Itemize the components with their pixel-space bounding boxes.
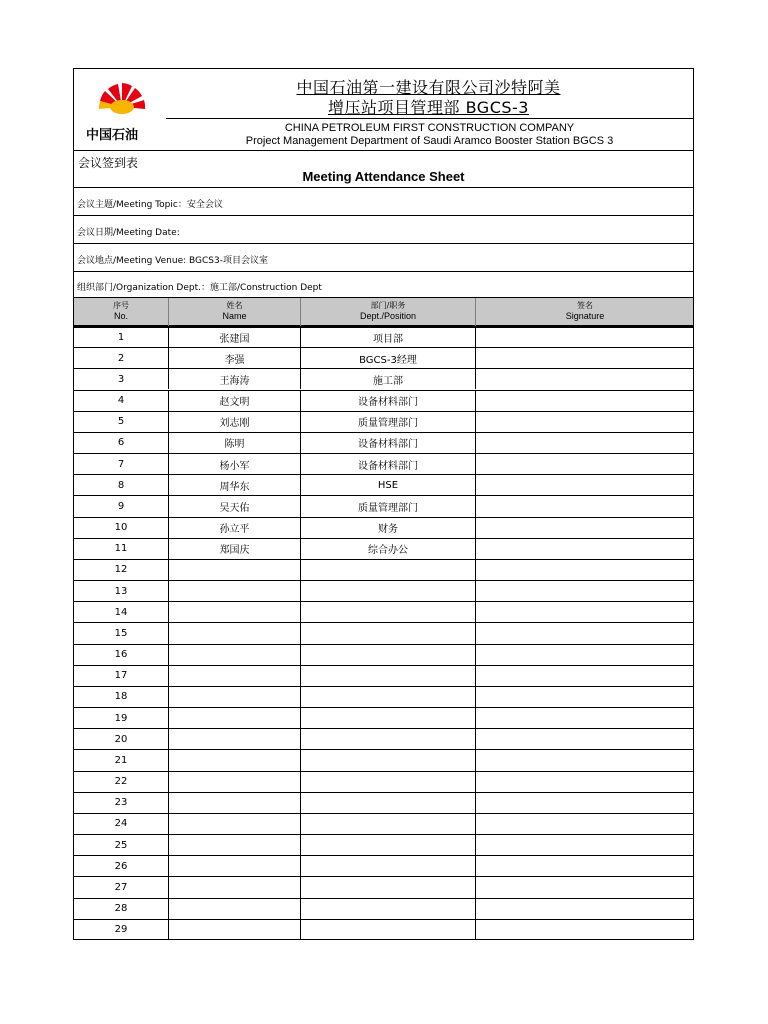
- dept-cell[interactable]: [301, 750, 476, 770]
- table-row: [74, 432, 693, 453]
- col-header-dept: 部门/职务 Dept./Position: [301, 298, 476, 326]
- dept-cell[interactable]: [301, 856, 476, 876]
- signature-cell[interactable]: [476, 454, 694, 474]
- name-cell[interactable]: 张建国: [169, 328, 301, 347]
- chinese-title-line1: 中国石油第一建设有限公司沙特阿美: [296, 78, 561, 97]
- table-row: [74, 707, 693, 728]
- name-cell[interactable]: [169, 687, 301, 707]
- table-row: [74, 622, 693, 643]
- name-cell[interactable]: 吴天佑: [169, 496, 301, 516]
- row-number: 2: [74, 348, 169, 368]
- organization-row[interactable]: [74, 271, 693, 298]
- signature-cell[interactable]: [476, 391, 694, 411]
- dept-cell[interactable]: 质量管理部门: [301, 496, 476, 516]
- table-row: [74, 538, 693, 559]
- dept-cell[interactable]: 设备材料部门: [301, 454, 476, 474]
- dept-cell[interactable]: [301, 581, 476, 601]
- signature-cell[interactable]: [476, 750, 694, 770]
- dept-cell[interactable]: [301, 793, 476, 813]
- table-row: [74, 919, 693, 940]
- name-cell[interactable]: [169, 772, 301, 792]
- name-cell[interactable]: 陈明: [169, 433, 301, 453]
- name-cell[interactable]: [169, 581, 301, 601]
- row-number: 19: [74, 708, 169, 728]
- dept-cell[interactable]: [301, 708, 476, 728]
- row-number: 15: [74, 623, 169, 643]
- row-number: 29: [74, 920, 169, 940]
- signature-cell[interactable]: [476, 560, 694, 580]
- row-number: 1: [74, 328, 169, 347]
- row-number: 14: [74, 602, 169, 622]
- dept-cell[interactable]: 设备材料部门: [301, 433, 476, 453]
- attendance-sheet: [73, 68, 694, 940]
- dept-cell[interactable]: 质量管理部门: [301, 412, 476, 432]
- dept-cell[interactable]: [301, 729, 476, 749]
- signature-cell[interactable]: [476, 687, 694, 707]
- signature-cell[interactable]: [476, 772, 694, 792]
- row-number: 6: [74, 433, 169, 453]
- dept-cell[interactable]: [301, 920, 476, 940]
- name-cell[interactable]: [169, 877, 301, 897]
- row-number: 9: [74, 496, 169, 516]
- table-row: [74, 876, 693, 897]
- row-number: 28: [74, 899, 169, 919]
- row-number: 5: [74, 412, 169, 432]
- meeting-date: 会议日期/Meeting Date:: [77, 228, 180, 238]
- table-row: [74, 326, 693, 347]
- row-number: 11: [74, 539, 169, 559]
- signature-cell[interactable]: [476, 475, 694, 495]
- signature-cell[interactable]: [476, 835, 694, 855]
- dept-cell[interactable]: [301, 814, 476, 834]
- name-cell[interactable]: [169, 623, 301, 643]
- signature-cell[interactable]: [476, 708, 694, 728]
- signature-cell[interactable]: [476, 793, 694, 813]
- table-row: [74, 728, 693, 749]
- meeting-venue-row[interactable]: [74, 244, 693, 272]
- dept-cell[interactable]: BGCS-3经理: [301, 348, 476, 368]
- signature-cell[interactable]: [476, 602, 694, 622]
- row-number: 22: [74, 772, 169, 792]
- english-title-line1: CHINA PETROLEUM FIRST CONSTRUCTION COMPANY: [284, 122, 575, 134]
- chinese-title-line2: 增压站项目管理部 BGCS-3: [328, 98, 529, 117]
- signature-cell[interactable]: [476, 666, 694, 686]
- row-number: 23: [74, 793, 169, 813]
- dept-cell[interactable]: [301, 602, 476, 622]
- signature-cell[interactable]: [476, 899, 694, 919]
- name-cell[interactable]: [169, 856, 301, 876]
- name-cell[interactable]: 孙立平: [169, 518, 301, 538]
- dept-cell[interactable]: 设备材料部门: [301, 391, 476, 411]
- signature-cell[interactable]: [476, 496, 694, 516]
- table-row: [74, 559, 693, 580]
- row-number: 10: [74, 518, 169, 538]
- name-cell[interactable]: 李强: [169, 348, 301, 368]
- meeting-venue: 会议地点/Meeting Venue: BGCS3-项目会议室: [77, 256, 268, 266]
- name-cell[interactable]: [169, 645, 301, 665]
- signature-cell[interactable]: [476, 645, 694, 665]
- signature-cell[interactable]: [476, 369, 694, 389]
- table-row: [74, 813, 693, 834]
- document-header: [74, 69, 693, 151]
- meeting-topic-row[interactable]: [74, 188, 693, 216]
- signature-cell[interactable]: [476, 920, 694, 940]
- english-title-line2: Project Management Department of Saudi Aramco Booster Station BGCS 3: [245, 135, 614, 147]
- dept-cell[interactable]: [301, 687, 476, 707]
- row-number: 20: [74, 729, 169, 749]
- row-number: 26: [74, 856, 169, 876]
- table-row: [74, 749, 693, 770]
- english-title: [166, 118, 693, 148]
- table-row: [74, 644, 693, 665]
- name-cell[interactable]: 郑国庆: [169, 539, 301, 559]
- dept-cell[interactable]: 财务: [301, 518, 476, 538]
- organization-dept: 组织部门/Organization Dept.：施工部/Construction Dept: [77, 283, 322, 293]
- row-number: 27: [74, 877, 169, 897]
- row-number: 16: [74, 645, 169, 665]
- table-row: [74, 411, 693, 432]
- row-number: 18: [74, 687, 169, 707]
- row-number: 25: [74, 835, 169, 855]
- signature-cell[interactable]: [476, 412, 694, 432]
- name-cell[interactable]: 刘志刚: [169, 412, 301, 432]
- table-row: [74, 390, 693, 411]
- name-cell[interactable]: [169, 729, 301, 749]
- table-row: [74, 368, 693, 389]
- name-cell[interactable]: [169, 793, 301, 813]
- row-number: 21: [74, 750, 169, 770]
- signature-cell[interactable]: [476, 539, 694, 559]
- sheet-title: Meeting Attendance Sheet: [302, 169, 465, 184]
- dept-cell[interactable]: [301, 560, 476, 580]
- name-cell[interactable]: [169, 835, 301, 855]
- dept-cell[interactable]: [301, 835, 476, 855]
- table-row: [74, 771, 693, 792]
- row-number: 17: [74, 666, 169, 686]
- name-cell[interactable]: [169, 899, 301, 919]
- table-row: [74, 495, 693, 516]
- signature-cell[interactable]: [476, 814, 694, 834]
- name-cell[interactable]: 赵文明: [169, 391, 301, 411]
- form-label: 会议签到表: [78, 156, 139, 170]
- table-row: [74, 686, 693, 707]
- table-row: [74, 453, 693, 474]
- row-number: 13: [74, 581, 169, 601]
- name-cell[interactable]: [169, 708, 301, 728]
- signature-cell[interactable]: [476, 856, 694, 876]
- table-row: [74, 855, 693, 876]
- signature-cell[interactable]: [476, 433, 694, 453]
- col-header-no: 序号 No.: [74, 298, 169, 326]
- dept-cell[interactable]: [301, 877, 476, 897]
- table-row: [74, 601, 693, 622]
- name-cell[interactable]: [169, 814, 301, 834]
- table-row: [74, 517, 693, 538]
- table-row: [74, 347, 693, 368]
- logo-text: 中国石油: [86, 128, 139, 143]
- signature-cell[interactable]: [476, 729, 694, 749]
- dept-cell[interactable]: HSE: [301, 475, 476, 495]
- table-row: [74, 898, 693, 919]
- row-number: 24: [74, 814, 169, 834]
- signature-cell[interactable]: [476, 348, 694, 368]
- row-number: 12: [74, 560, 169, 580]
- meeting-topic: 会议主题/Meeting Topic：安全会议: [77, 200, 223, 210]
- signature-cell[interactable]: [476, 877, 694, 897]
- row-number: 7: [74, 454, 169, 474]
- dept-cell[interactable]: 施工部: [301, 369, 476, 389]
- signature-cell[interactable]: [476, 581, 694, 601]
- table-row: [74, 665, 693, 686]
- name-cell[interactable]: 周华东: [169, 475, 301, 495]
- name-cell[interactable]: 王海涛: [169, 369, 301, 389]
- name-cell[interactable]: [169, 920, 301, 940]
- name-cell[interactable]: [169, 666, 301, 686]
- meeting-date-row[interactable]: [74, 216, 693, 244]
- table-row: [74, 474, 693, 495]
- title-row: [74, 151, 693, 188]
- name-cell[interactable]: 杨小军: [169, 454, 301, 474]
- table-row: [74, 792, 693, 813]
- name-cell[interactable]: [169, 750, 301, 770]
- col-header-signature: 签名 Signature: [565, 301, 605, 321]
- petrochina-logo: [84, 77, 164, 143]
- table-row: [74, 834, 693, 855]
- dept-cell[interactable]: [301, 645, 476, 665]
- dept-cell[interactable]: [301, 899, 476, 919]
- name-cell[interactable]: [169, 602, 301, 622]
- dept-cell[interactable]: 综合办公: [301, 539, 476, 559]
- signature-cell[interactable]: [476, 623, 694, 643]
- dept-cell[interactable]: 项目部: [301, 328, 476, 347]
- table-row: [74, 580, 693, 601]
- name-cell[interactable]: [169, 560, 301, 580]
- signature-cell[interactable]: [476, 328, 694, 347]
- table-header: [74, 298, 693, 326]
- signature-cell[interactable]: [476, 518, 694, 538]
- dept-cell[interactable]: [301, 666, 476, 686]
- col-header-name: 姓名 Name: [169, 298, 301, 326]
- row-number: 8: [74, 475, 169, 495]
- dept-cell[interactable]: [301, 623, 476, 643]
- row-number: 3: [74, 369, 169, 389]
- row-number: 4: [74, 391, 169, 411]
- dept-cell[interactable]: [301, 772, 476, 792]
